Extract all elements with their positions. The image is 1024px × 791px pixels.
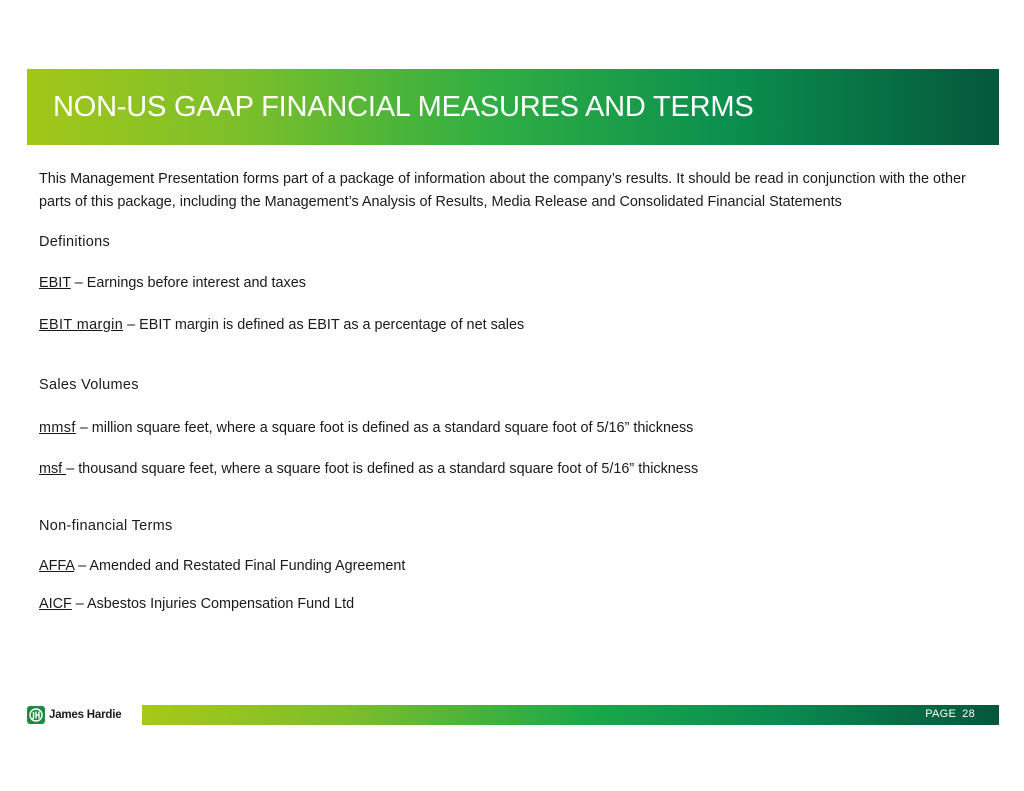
term-aicf <box>39 596 354 612</box>
term-ebit <box>39 275 306 291</box>
page-number-label <box>925 708 975 720</box>
term-affa <box>39 558 405 574</box>
term-msf <box>39 461 698 477</box>
page-label-text: PAGE <box>925 708 957 720</box>
term-definition: – thousand square feet, where a square foot is defined as a standard square foot of 5/16” thickness <box>66 461 699 477</box>
section-heading-definitions: Definitions <box>39 234 110 250</box>
james-hardie-logo-icon <box>27 706 45 724</box>
term-definition: – Earnings before interest and taxes <box>70 275 306 291</box>
term-ebit-margin <box>39 317 524 333</box>
term-abbreviation: msf <box>39 461 67 477</box>
term-abbreviation: mmsf <box>39 420 76 436</box>
page-title: NON-US GAAP FINANCIAL MEASURES AND TERMS <box>53 91 754 123</box>
logo-text: James Hardie <box>49 709 122 721</box>
term-abbreviation: AFFA <box>39 558 75 574</box>
section-heading-non-financial: Non-financial Terms <box>39 518 173 534</box>
term-abbreviation: EBIT margin <box>39 317 124 333</box>
term-definition: – Amended and Restated Final Funding Agreement <box>74 558 406 574</box>
company-logo <box>27 705 121 725</box>
term-abbreviation: EBIT <box>39 275 71 291</box>
section-heading-sales-volumes: Sales Volumes <box>39 377 139 393</box>
footer-banner <box>142 705 999 725</box>
term-mmsf <box>39 420 693 436</box>
term-definition: – EBIT margin is defined as EBIT as a percentage of net sales <box>123 317 525 333</box>
header-banner <box>27 69 999 145</box>
term-definition: – Asbestos Injuries Compensation Fund Ltd <box>71 596 355 612</box>
term-definition: – million square feet, where a square foot is defined as a standard square foot of 5/16” thickness <box>75 420 694 436</box>
intro-paragraph: This Management Presentation forms part of a package of information about the company’s results. It should be read in conjunction with the other parts of this package, including the Management’s Analysis of Results, Media Release and Consolidated Financial Statements <box>39 171 966 210</box>
page-number: 28 <box>962 708 975 720</box>
term-abbreviation: AICF <box>39 596 72 612</box>
